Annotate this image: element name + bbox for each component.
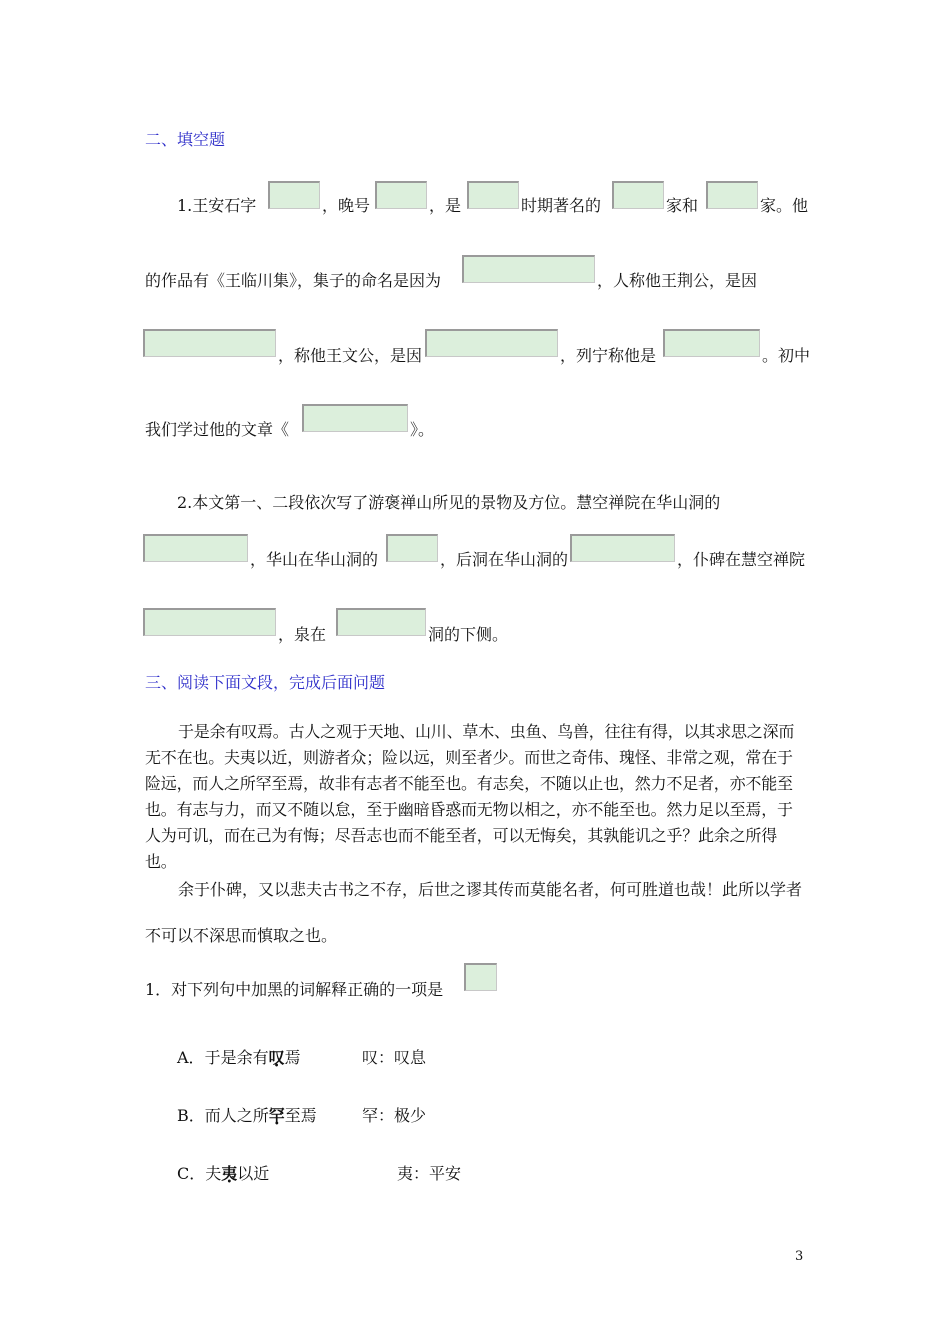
option-c-gloss: 夷：平安 xyxy=(397,1164,462,1183)
option-label: A． xyxy=(177,1048,205,1067)
q1-text-8: ，人称他王荆公，是因 xyxy=(597,271,758,290)
q2-text-6: 洞的下侧。 xyxy=(428,625,509,644)
option-c xyxy=(177,1161,269,1184)
answer-box[interactable] xyxy=(302,404,408,432)
option-text: 焉 xyxy=(284,1048,301,1067)
emphasized-word: 夷 xyxy=(221,1164,238,1183)
q1-text-13: 》。 xyxy=(410,420,435,439)
answer-box[interactable] xyxy=(336,608,426,636)
q1-text-10: ，列宁称他是 xyxy=(560,346,657,365)
answer-box[interactable] xyxy=(386,534,438,562)
answer-box[interactable] xyxy=(143,608,276,636)
mc-question-stem: 1．对下列句中加黑的词解释正确的一项是 xyxy=(145,980,444,999)
q1-text-5: 家和 xyxy=(666,196,699,215)
q2-text-2: ，华山在华山洞的 xyxy=(250,550,379,569)
option-b xyxy=(177,1103,317,1126)
option-a xyxy=(177,1045,301,1068)
option-text: 至焉 xyxy=(284,1106,317,1125)
answer-box[interactable] xyxy=(706,181,758,209)
page-number: 3 xyxy=(795,1249,804,1264)
q1-text-6: 家。他 xyxy=(760,196,809,215)
q1-text-12: 我们学过他的文章《 xyxy=(145,420,290,439)
answer-box[interactable] xyxy=(467,181,519,209)
answer-box[interactable] xyxy=(143,329,276,357)
answer-box[interactable] xyxy=(425,329,558,357)
option-b-gloss: 罕：极少 xyxy=(362,1106,427,1125)
q1-text-1: 1.王安石字 xyxy=(177,196,257,215)
answer-box[interactable] xyxy=(612,181,664,209)
answer-box[interactable] xyxy=(663,329,760,357)
section-title-reading: 三、阅读下面文段，完成后面问题 xyxy=(145,673,386,692)
option-text: 于是余有 xyxy=(204,1048,269,1067)
option-text: 而人之所 xyxy=(204,1106,269,1125)
q1-text-9: ，称他王文公，是因 xyxy=(278,346,423,365)
q1-text-7: 的作品有《王临川集》，集子的命名是因为 xyxy=(145,271,442,290)
q2-text-4: ，仆碑在慧空禅院 xyxy=(677,550,806,569)
answer-box[interactable] xyxy=(462,255,595,283)
q2-text-3: ，后洞在华山洞的 xyxy=(440,550,569,569)
option-text: 以近 xyxy=(237,1164,270,1183)
answer-box[interactable] xyxy=(464,963,497,991)
option-text: 夫 xyxy=(205,1164,222,1183)
option-label: C． xyxy=(177,1164,206,1183)
emphasized-word: 罕 xyxy=(268,1106,285,1125)
q1-text-2: ，晚号 xyxy=(322,196,371,215)
q1-text-11: 。初中 xyxy=(762,346,811,365)
q2-text-5: ，泉在 xyxy=(278,625,327,644)
q1-text-3: ，是 xyxy=(429,196,462,215)
answer-box[interactable] xyxy=(268,181,320,209)
passage-paragraph-1: 于是余有叹焉。古人之观于天地、山川、草木、虫鱼、鸟兽，往往有得，以其求思之深而无不在也。夫夷以近，则游者众；险以远，则至者少。而世之奇伟、瑰怪、非常之观，常在于险远，而人之所罕至焉，故非有志者不能至也。有志矣，不随以止也，然力不足者，亦不能至也。有志与力，而又不随以怠，至于幽暗昏惑而无物以相之，亦不能至也。然力足以至焉，于人为可讥，而在己为有悔；尽吾志也而不能至者，可以无悔矣，其孰能讥之乎？此余之所得也。 xyxy=(145,722,795,871)
emphasized-word: 叹 xyxy=(268,1048,285,1067)
answer-box[interactable] xyxy=(570,534,675,562)
passage-paragraph-2: 余于仆碑，又以悲夫古书之不存，后世之谬其传而莫能名者，何可胜道也哉！此所以学者不可以不深思而慎取之也。 xyxy=(145,880,803,945)
answer-box[interactable] xyxy=(143,534,248,562)
answer-box[interactable] xyxy=(375,181,427,209)
q2-text-1: 2.本文第一、二段依次写了游褒禅山所见的景物及方位。慧空禅院在华山洞的 xyxy=(177,493,721,512)
option-label: B． xyxy=(177,1106,205,1125)
q1-text-4: 时期著名的 xyxy=(521,196,602,215)
option-a-gloss: 叹：叹息 xyxy=(362,1048,427,1067)
section-title-fill-in: 二、填空题 xyxy=(145,130,226,149)
